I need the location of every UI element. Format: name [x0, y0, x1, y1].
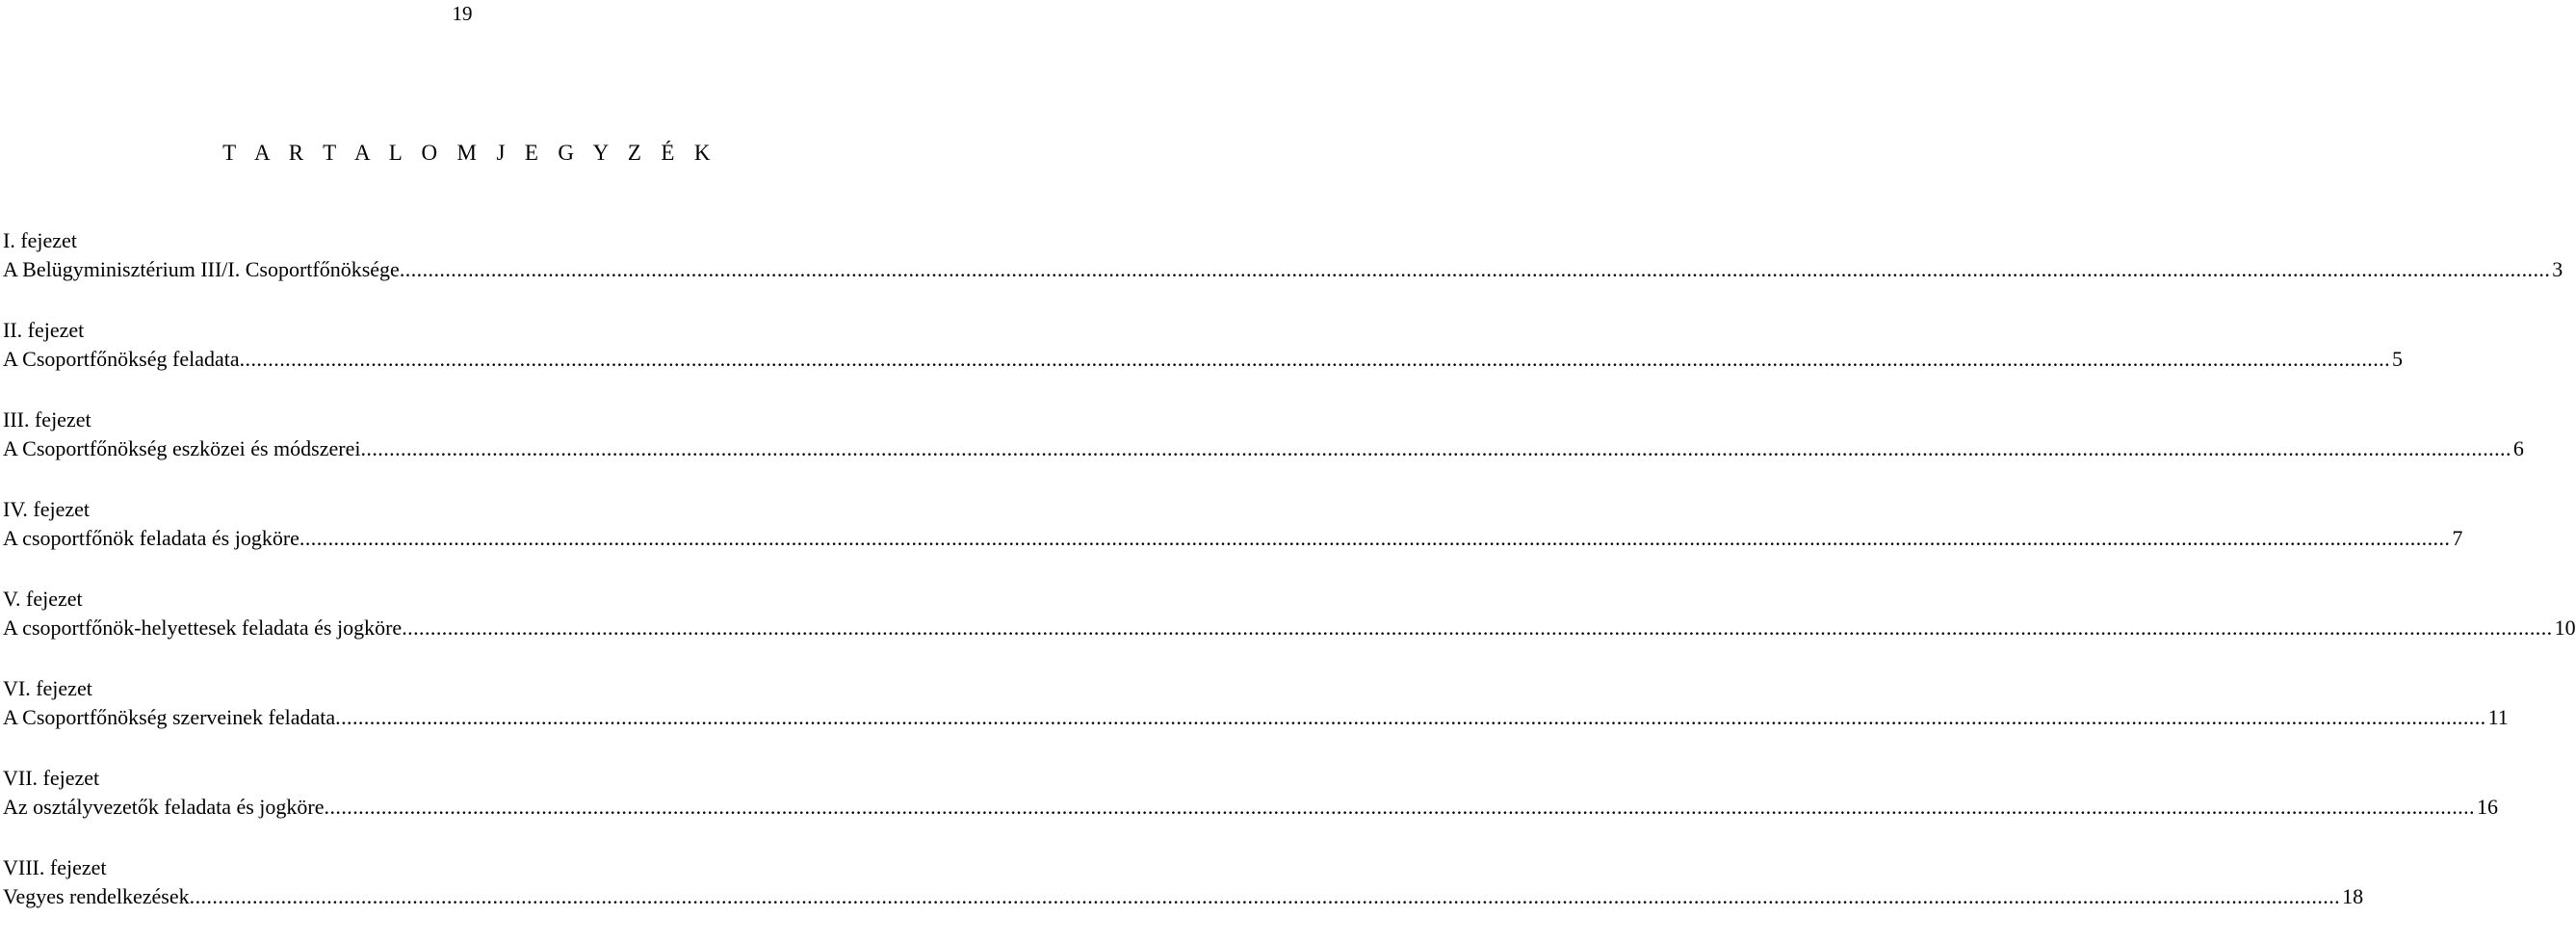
chapter-label: VIII. fejezet	[3, 855, 107, 879]
toc-title: T A R T A L O M J E G Y Z É K	[222, 141, 717, 165]
page-ref: 5	[2392, 347, 2404, 371]
chapter-title: A Csoportfőnökség eszközei és módszerei	[3, 436, 361, 460]
page-ref: 6	[2512, 436, 2524, 460]
dot-leader	[360, 434, 2511, 463]
toc-line	[3, 614, 2576, 642]
page-ref: 10	[2554, 616, 2576, 640]
dot-leader	[400, 255, 2550, 284]
toc-line	[3, 434, 2524, 463]
table-of-contents	[3, 226, 2576, 943]
chapter-label: VII. fejezet	[3, 766, 100, 790]
toc-entry	[3, 674, 2509, 764]
toc-line	[3, 345, 2404, 374]
toc-line	[3, 524, 2463, 553]
chapter-title: A csoportfőnök feladata és jogköre	[3, 526, 299, 550]
chapter-label: II. fejezet	[3, 318, 85, 342]
toc-entry	[3, 585, 2576, 674]
chapter-label: I. fejezet	[3, 228, 77, 252]
toc-line	[3, 255, 2563, 284]
toc-line	[3, 882, 2364, 911]
chapter-label: III. fejezet	[3, 407, 91, 432]
dot-leader	[335, 703, 2485, 732]
toc-line	[3, 793, 2498, 822]
toc-entry	[3, 406, 2524, 495]
dot-leader	[190, 882, 2340, 911]
page-number: 19	[452, 2, 473, 25]
chapter-title: A Belügyminisztérium III/I. Csoportfőnöksége	[3, 257, 400, 281]
toc-entry	[3, 316, 2404, 406]
dot-leader	[240, 345, 2390, 374]
toc-entry	[3, 495, 2463, 585]
chapter-label: VI. fejezet	[3, 676, 92, 700]
toc-entry	[3, 226, 2563, 316]
chapter-title: Az osztályvezetők feladata és jogköre	[3, 795, 325, 819]
chapter-label: IV. fejezet	[3, 497, 90, 521]
page-ref: 11	[2487, 705, 2509, 729]
page-ref: 18	[2342, 884, 2364, 908]
page-ref: 7	[2452, 526, 2463, 550]
chapter-title: A Csoportfőnökség szerveinek feladata	[3, 705, 336, 729]
toc-entry	[3, 853, 2364, 943]
dot-leader	[402, 614, 2552, 642]
dot-leader	[325, 793, 2475, 822]
chapter-label: V. fejezet	[3, 587, 83, 611]
chapter-title: A csoportfőnök-helyettesek feladata és jogköre	[3, 616, 403, 640]
page-ref: 3	[2552, 257, 2563, 281]
chapter-title: A Csoportfőnökség feladata	[3, 347, 240, 371]
page-ref: 16	[2476, 795, 2498, 819]
chapter-title: Vegyes rendelkezések	[3, 884, 190, 908]
toc-entry	[3, 764, 2498, 853]
toc-line	[3, 703, 2509, 732]
dot-leader	[299, 524, 2450, 553]
